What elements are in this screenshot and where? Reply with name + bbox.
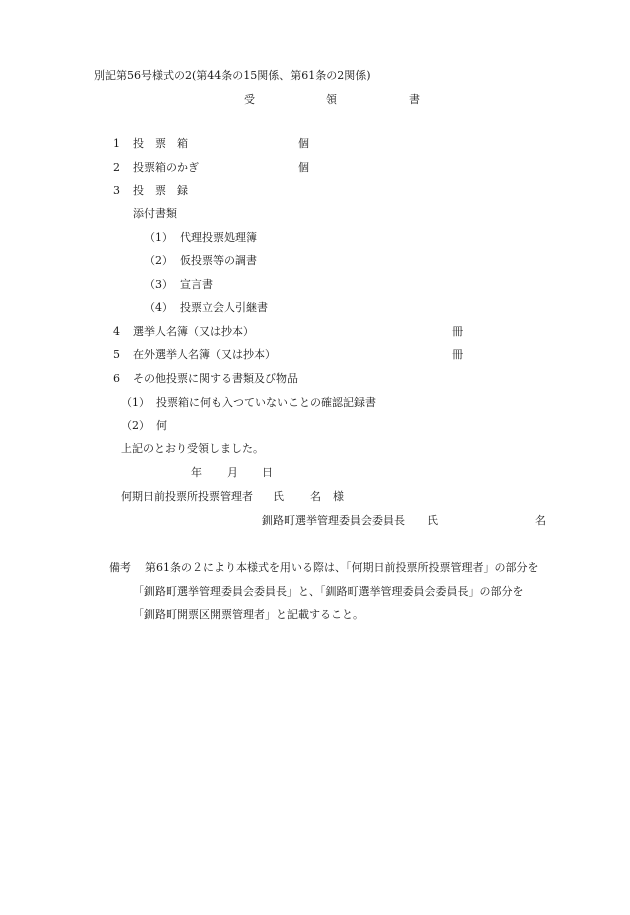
attachment-number: （2）	[144, 254, 173, 267]
subitem-label: 投票箱に何も入つていないことの確認記録書	[156, 396, 376, 409]
item-number: 4	[113, 325, 120, 338]
note-label: 備考	[109, 561, 131, 574]
attachment-label: 投票立会人引継書	[180, 301, 268, 314]
recipient-mei: 名	[310, 490, 321, 503]
recipient-shi: 氏	[273, 490, 284, 503]
attachments-heading: 添付書類	[133, 207, 177, 220]
item-unit: 個	[298, 137, 309, 150]
register-label: 在外選挙人名簿（又は抄本）	[133, 348, 276, 361]
note-line: 「釧路町選挙管理委員会委員長」と、「釧路町選挙管理委員会委員長」の部分を	[133, 585, 524, 598]
item-unit: 個	[298, 161, 309, 174]
recipient-title: 何期日前投票所投票管理者	[121, 490, 253, 503]
receipt-statement: 上記のとおり受領しました。	[121, 442, 264, 455]
attachment-number: （1）	[144, 231, 173, 244]
subitem-label: 何	[156, 419, 167, 432]
title-char: 受	[244, 93, 255, 106]
note-line: 第61条の２により本様式を用いる際は、「何期日前投票所投票管理者」の部分を	[145, 561, 539, 574]
day-label: 日	[262, 466, 273, 479]
register-unit: 冊	[452, 348, 463, 361]
item-number: 1	[113, 137, 120, 150]
register-unit: 冊	[452, 325, 463, 338]
other-label: その他投票に関する書類及び物品	[133, 372, 298, 385]
year-label: 年	[191, 466, 202, 479]
attachment-label: 宣言書	[180, 278, 213, 291]
item-number: 2	[113, 161, 120, 174]
issuer-mei: 名	[535, 514, 546, 527]
title-char: 領	[326, 93, 337, 106]
month-label: 月	[227, 466, 238, 479]
register-label: 選挙人名簿（又は抄本）	[133, 325, 254, 338]
issuer-shi: 氏	[427, 514, 438, 527]
title-char: 書	[409, 93, 420, 106]
item-name: 投 票 箱	[133, 137, 188, 150]
attachment-number: （3）	[144, 278, 173, 291]
item-name: 投票箱のかぎ	[133, 161, 199, 174]
form-label: 別記第56号様式の2(第44条の15関係、第61条の2関係)	[94, 69, 371, 82]
attachment-label: 仮投票等の調書	[180, 254, 257, 267]
item-number: 6	[113, 372, 120, 385]
subitem-number: （2）	[121, 419, 150, 432]
attachment-number: （4）	[144, 301, 173, 314]
note-line: 「釧路町開票区開票管理者」と記載すること。	[133, 608, 364, 621]
subitem-number: （1）	[121, 396, 150, 409]
issuer-title: 釧路町選挙管理委員会委員長	[262, 514, 405, 527]
attachment-label: 代理投票処理簿	[180, 231, 257, 244]
item-number: 3	[113, 184, 120, 197]
item-name: 投 票 録	[133, 184, 188, 197]
recipient-sama: 様	[333, 490, 344, 503]
item-number: 5	[113, 348, 120, 361]
